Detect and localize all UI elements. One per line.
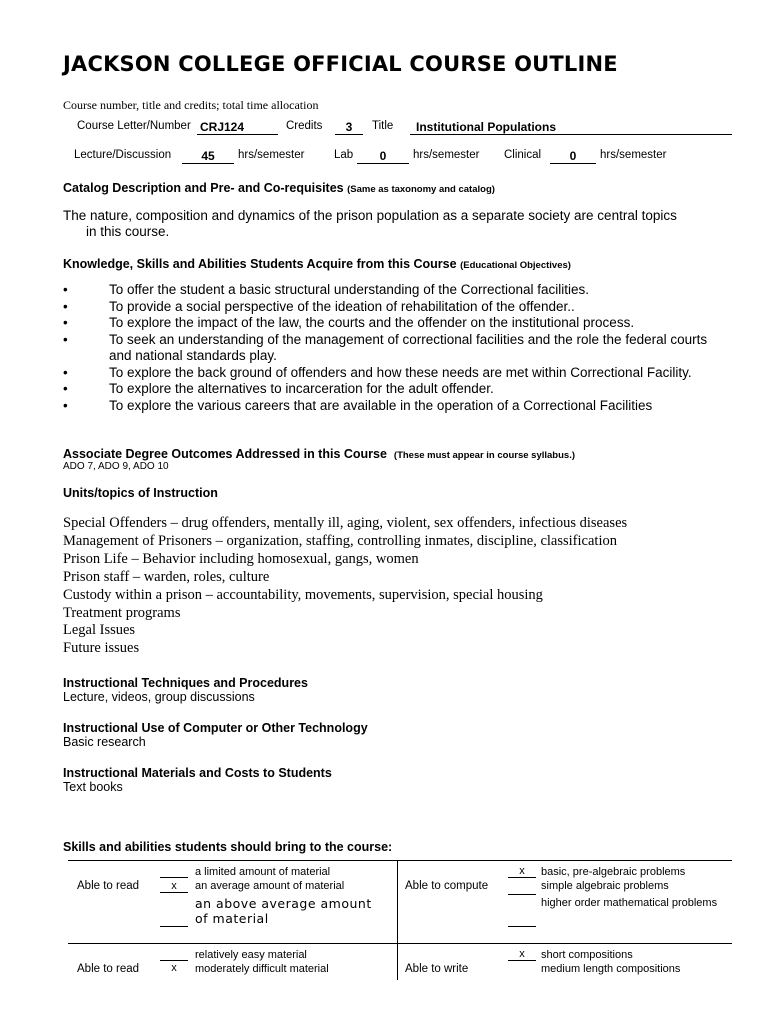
- title-label: Title: [372, 120, 394, 132]
- catalog-text-line2: in this course.: [86, 224, 170, 239]
- lab-label: Lab: [334, 149, 354, 161]
- list-item: Prison Life – Behavior including homosexual, gangs, women: [63, 550, 419, 567]
- course-letter-label: Course Letter/Number: [77, 120, 191, 132]
- catalog-heading-text: Catalog Description and Pre- and Co-requisites: [63, 181, 344, 195]
- catalog-text-line1: The nature, composition and dynamics of the prison population as a separate society are central topics: [63, 208, 677, 223]
- write-label: Able to write: [405, 963, 469, 975]
- lab-value: 0: [357, 149, 409, 164]
- techniques-heading: Instructional Techniques and Procedures: [63, 676, 308, 690]
- credits-value: 3: [335, 120, 363, 135]
- compute-checkbox-higher[interactable]: [508, 914, 536, 927]
- read-label: Able to read: [77, 880, 140, 892]
- read-checkbox-above-average[interactable]: [160, 914, 188, 927]
- read-option-limited: a limited amount of material: [195, 866, 331, 878]
- ksa-item: To offer the student a basic structural understanding of the Correctional facilities.: [109, 282, 590, 297]
- bullet: •: [63, 315, 68, 330]
- read2-option-easy: relatively easy material: [195, 949, 307, 961]
- bullet: •: [63, 397, 68, 413]
- list-item: Legal Issues: [63, 622, 136, 639]
- list-item: [63, 398, 709, 415]
- units-list: [63, 515, 627, 658]
- list-item: Special Offenders – drug offenders, mentally ill, aging, violent, sex offenders, infectious diseases: [63, 515, 628, 531]
- credits-label: Credits: [286, 120, 323, 132]
- bullet: •: [63, 298, 68, 314]
- technology-text: Basic research: [63, 735, 146, 749]
- write-option-short: short compositions: [541, 949, 633, 961]
- units-heading: Units/topics of Instruction: [63, 486, 218, 500]
- compute-checkbox-simple[interactable]: [508, 882, 536, 895]
- ksa-item: To provide a social perspective of the ideation of rehabilitation of the offender..: [109, 298, 575, 314]
- technology-heading: Instructional Use of Computer or Other Technology: [63, 721, 368, 735]
- bullet: •: [63, 364, 68, 380]
- ado-text: ADO 7, ADO 9, ADO 10: [63, 461, 169, 472]
- list-item: Future issues: [63, 640, 140, 657]
- ado-heading: [63, 447, 575, 461]
- compute-checkbox-basic[interactable]: x: [508, 865, 536, 878]
- list-item: [63, 381, 709, 398]
- list-item: [63, 299, 709, 316]
- table-border-top: [68, 860, 732, 861]
- bullet: •: [63, 282, 68, 297]
- compute-label: Able to compute: [405, 880, 489, 892]
- lecture-value: 45: [182, 149, 234, 164]
- materials-text: Text books: [63, 780, 123, 794]
- ado-heading-text: Associate Degree Outcomes Addressed in this Course: [63, 447, 387, 461]
- clinical-label: Clinical: [504, 149, 542, 161]
- list-item: [63, 282, 709, 299]
- bullet: •: [63, 381, 68, 396]
- list-item: [63, 365, 709, 382]
- course-info-caption: Course number, title and credits; total time allocation: [63, 98, 319, 112]
- list-item: Custody within a prison – accountability, movements, supervision, special housing: [63, 586, 543, 603]
- ksa-item: To explore the back ground of offenders and how these needs are met within Correctional Facility.: [109, 364, 692, 380]
- write-checkbox-medium[interactable]: [508, 962, 536, 974]
- techniques-text: Lecture, videos, group discussions: [63, 690, 255, 704]
- materials-section: [63, 766, 332, 794]
- list-item: Prison staff – warden, roles, culture: [63, 568, 270, 585]
- ksa-item: To explore the alternatives to incarceration for the adult offender.: [109, 381, 494, 396]
- read-option-above-average: an above average amount of material: [195, 896, 372, 926]
- ksa-list: [63, 282, 709, 414]
- ksa-note: (Educational Objectives): [460, 260, 571, 271]
- compute-option-basic: basic, pre-algebraic problems: [541, 866, 686, 878]
- materials-heading: Instructional Materials and Costs to Students: [63, 766, 332, 780]
- read-checkbox-limited[interactable]: [160, 865, 188, 878]
- ksa-item: To explore the various careers that are available in the operation of a Correctional Facilities: [109, 397, 653, 413]
- write-option-medium: medium length compositions: [541, 963, 681, 975]
- lab-unit: hrs/semester: [413, 149, 480, 161]
- catalog-heading: [63, 181, 495, 195]
- read-checkbox-average[interactable]: x: [160, 880, 188, 893]
- ksa-item: To seek an understanding of the management of correctional facilities and the role the federal courts and national standards play.: [109, 331, 708, 363]
- read2-option-moderate: moderately difficult material: [195, 963, 329, 975]
- table-column-divider: [397, 860, 398, 980]
- course-letter-value: CRJ124: [197, 120, 278, 135]
- read2-checkbox-easy[interactable]: [160, 948, 188, 961]
- techniques-section: [63, 676, 308, 704]
- title-value: Institutional Populations: [410, 120, 732, 135]
- read-option-average: an average amount of material: [195, 880, 345, 892]
- lecture-unit: hrs/semester: [238, 149, 305, 161]
- write-checkbox-short[interactable]: x: [508, 948, 536, 961]
- read2-checkbox-moderate[interactable]: x: [171, 962, 177, 974]
- table-row-divider: [68, 943, 732, 944]
- document-title: JACKSON COLLEGE OFFICIAL COURSE OUTLINE: [63, 52, 618, 76]
- bullet: •: [63, 331, 68, 347]
- lecture-label: Lecture/Discussion: [74, 149, 172, 161]
- compute-option-simple: simple algebraic problems: [541, 880, 669, 892]
- read-label-2: Able to read: [77, 963, 140, 975]
- technology-section: [63, 721, 368, 749]
- list-item: [63, 315, 709, 332]
- ksa-heading-text: Knowledge, Skills and Abilities Students Acquire from this Course: [63, 257, 457, 271]
- list-item: Treatment programs: [63, 604, 181, 621]
- compute-option-higher: higher order mathematical problems: [541, 897, 718, 909]
- catalog-note: (Same as taxonomy and catalog): [347, 184, 495, 195]
- list-item: [63, 332, 709, 365]
- clinical-unit: hrs/semester: [600, 149, 667, 161]
- list-item: Management of Prisoners – organization, staffing, controlling inmates, discipline, classification: [63, 532, 617, 549]
- clinical-value: 0: [550, 149, 596, 164]
- skills-heading: Skills and abilities students should bring to the course:: [63, 840, 393, 854]
- ksa-heading: [63, 257, 571, 271]
- ado-note: (These must appear in course syllabus.): [393, 450, 575, 461]
- ksa-item: To explore the impact of the law, the courts and the offender on the institutional process.: [109, 315, 635, 330]
